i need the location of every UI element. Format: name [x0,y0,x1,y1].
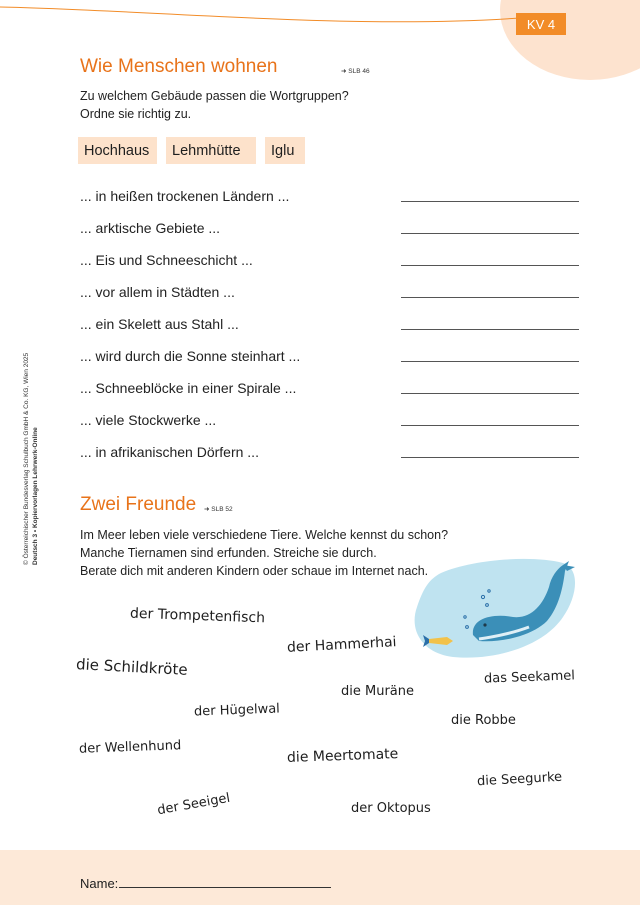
animal-word-meertomate[interactable]: die Meertomate [286,746,399,766]
animal-word-hammerhai[interactable]: der Hammerhai [286,634,397,656]
answer-line-2[interactable] [401,233,579,234]
section1-title: Wie Menschen wohnen [80,56,278,77]
kv-badge: KV 4 [516,13,566,35]
animal-word-seegurke[interactable]: die Seegurke [476,769,563,790]
copyright-side-text: © Österreichischer Bundesverlag Schulbuch GmbH & Co. KG, Wien 2025 Deutsch 3 • Kopiervorlagen Lehrwerk-Online [23,352,39,565]
animal-word-trompetenfisch[interactable]: der Trompetenfisch [129,605,266,627]
answer-line-6[interactable] [401,361,579,362]
phrase-2: ... arktische Gebiete ... [80,220,221,236]
animal-word-oktopus[interactable]: der Oktopus [351,801,431,816]
answer-line-8[interactable] [401,425,579,426]
word-box-hochhaus: Hochhaus [78,137,157,164]
answer-line-5[interactable] [401,329,579,330]
section1-instructions: Zu welchem Gebäude passen die Wortgruppen? Ordne sie richtig zu. [80,89,349,121]
answer-line-9[interactable] [401,457,579,458]
section2-instructions: Im Meer leben viele verschiedene Tiere. Welche kennst du schon? Manche Tiernamen sind erfunden. Streiche sie durch. Berate dich mit anderen Kindern oder schaue im Internet nach. [80,528,449,578]
animal-word-seeigel[interactable]: der Seeigel [156,790,232,819]
word-box-lehmhuette: Lehmhütte [166,137,256,164]
animal-word-schildkroete[interactable]: die Schildkröte [75,655,189,679]
answer-line-4[interactable] [401,297,579,298]
phrase-4: ... vor allem in Städten ... [80,284,235,300]
section2-title: Zwei Freunde [80,494,197,515]
phrase-9: ... in afrikanischen Dörfern ... [80,444,259,460]
whale-illustration [413,557,577,661]
answer-line-7[interactable] [401,393,579,394]
phrase-1: ... in heißen trockenen Ländern ... [80,188,290,204]
animal-word-robbe[interactable]: die Robbe [451,713,516,728]
name-label: Name: [80,876,119,891]
animal-word-huegelwal[interactable]: der Hügelwal [193,701,281,720]
animal-word-wellenhund[interactable]: der Wellenhund [78,738,182,757]
section2-reference: ➜ SLB 52 [204,506,233,513]
word-box-iglu: Iglu [265,137,305,164]
phrase-7: ... Schneeblöcke in einer Spirale ... [80,380,297,396]
phrase-3: ... Eis und Schneeschicht ... [80,252,253,268]
phrase-6: ... wird durch die Sonne steinhart ... [80,348,301,364]
section1-reference: ➜ SLB 46 [341,68,370,75]
animal-word-seekamel[interactable]: das Seekamel [483,668,576,687]
name-field-line[interactable] [119,887,331,888]
animal-word-muraene[interactable]: die Muräne [341,684,414,699]
phrase-8: ... viele Stockwerke ... [80,412,217,428]
phrase-5: ... ein Skelett aus Stahl ... [80,316,239,332]
answer-line-3[interactable] [401,265,579,266]
answer-line-1[interactable] [401,201,579,202]
